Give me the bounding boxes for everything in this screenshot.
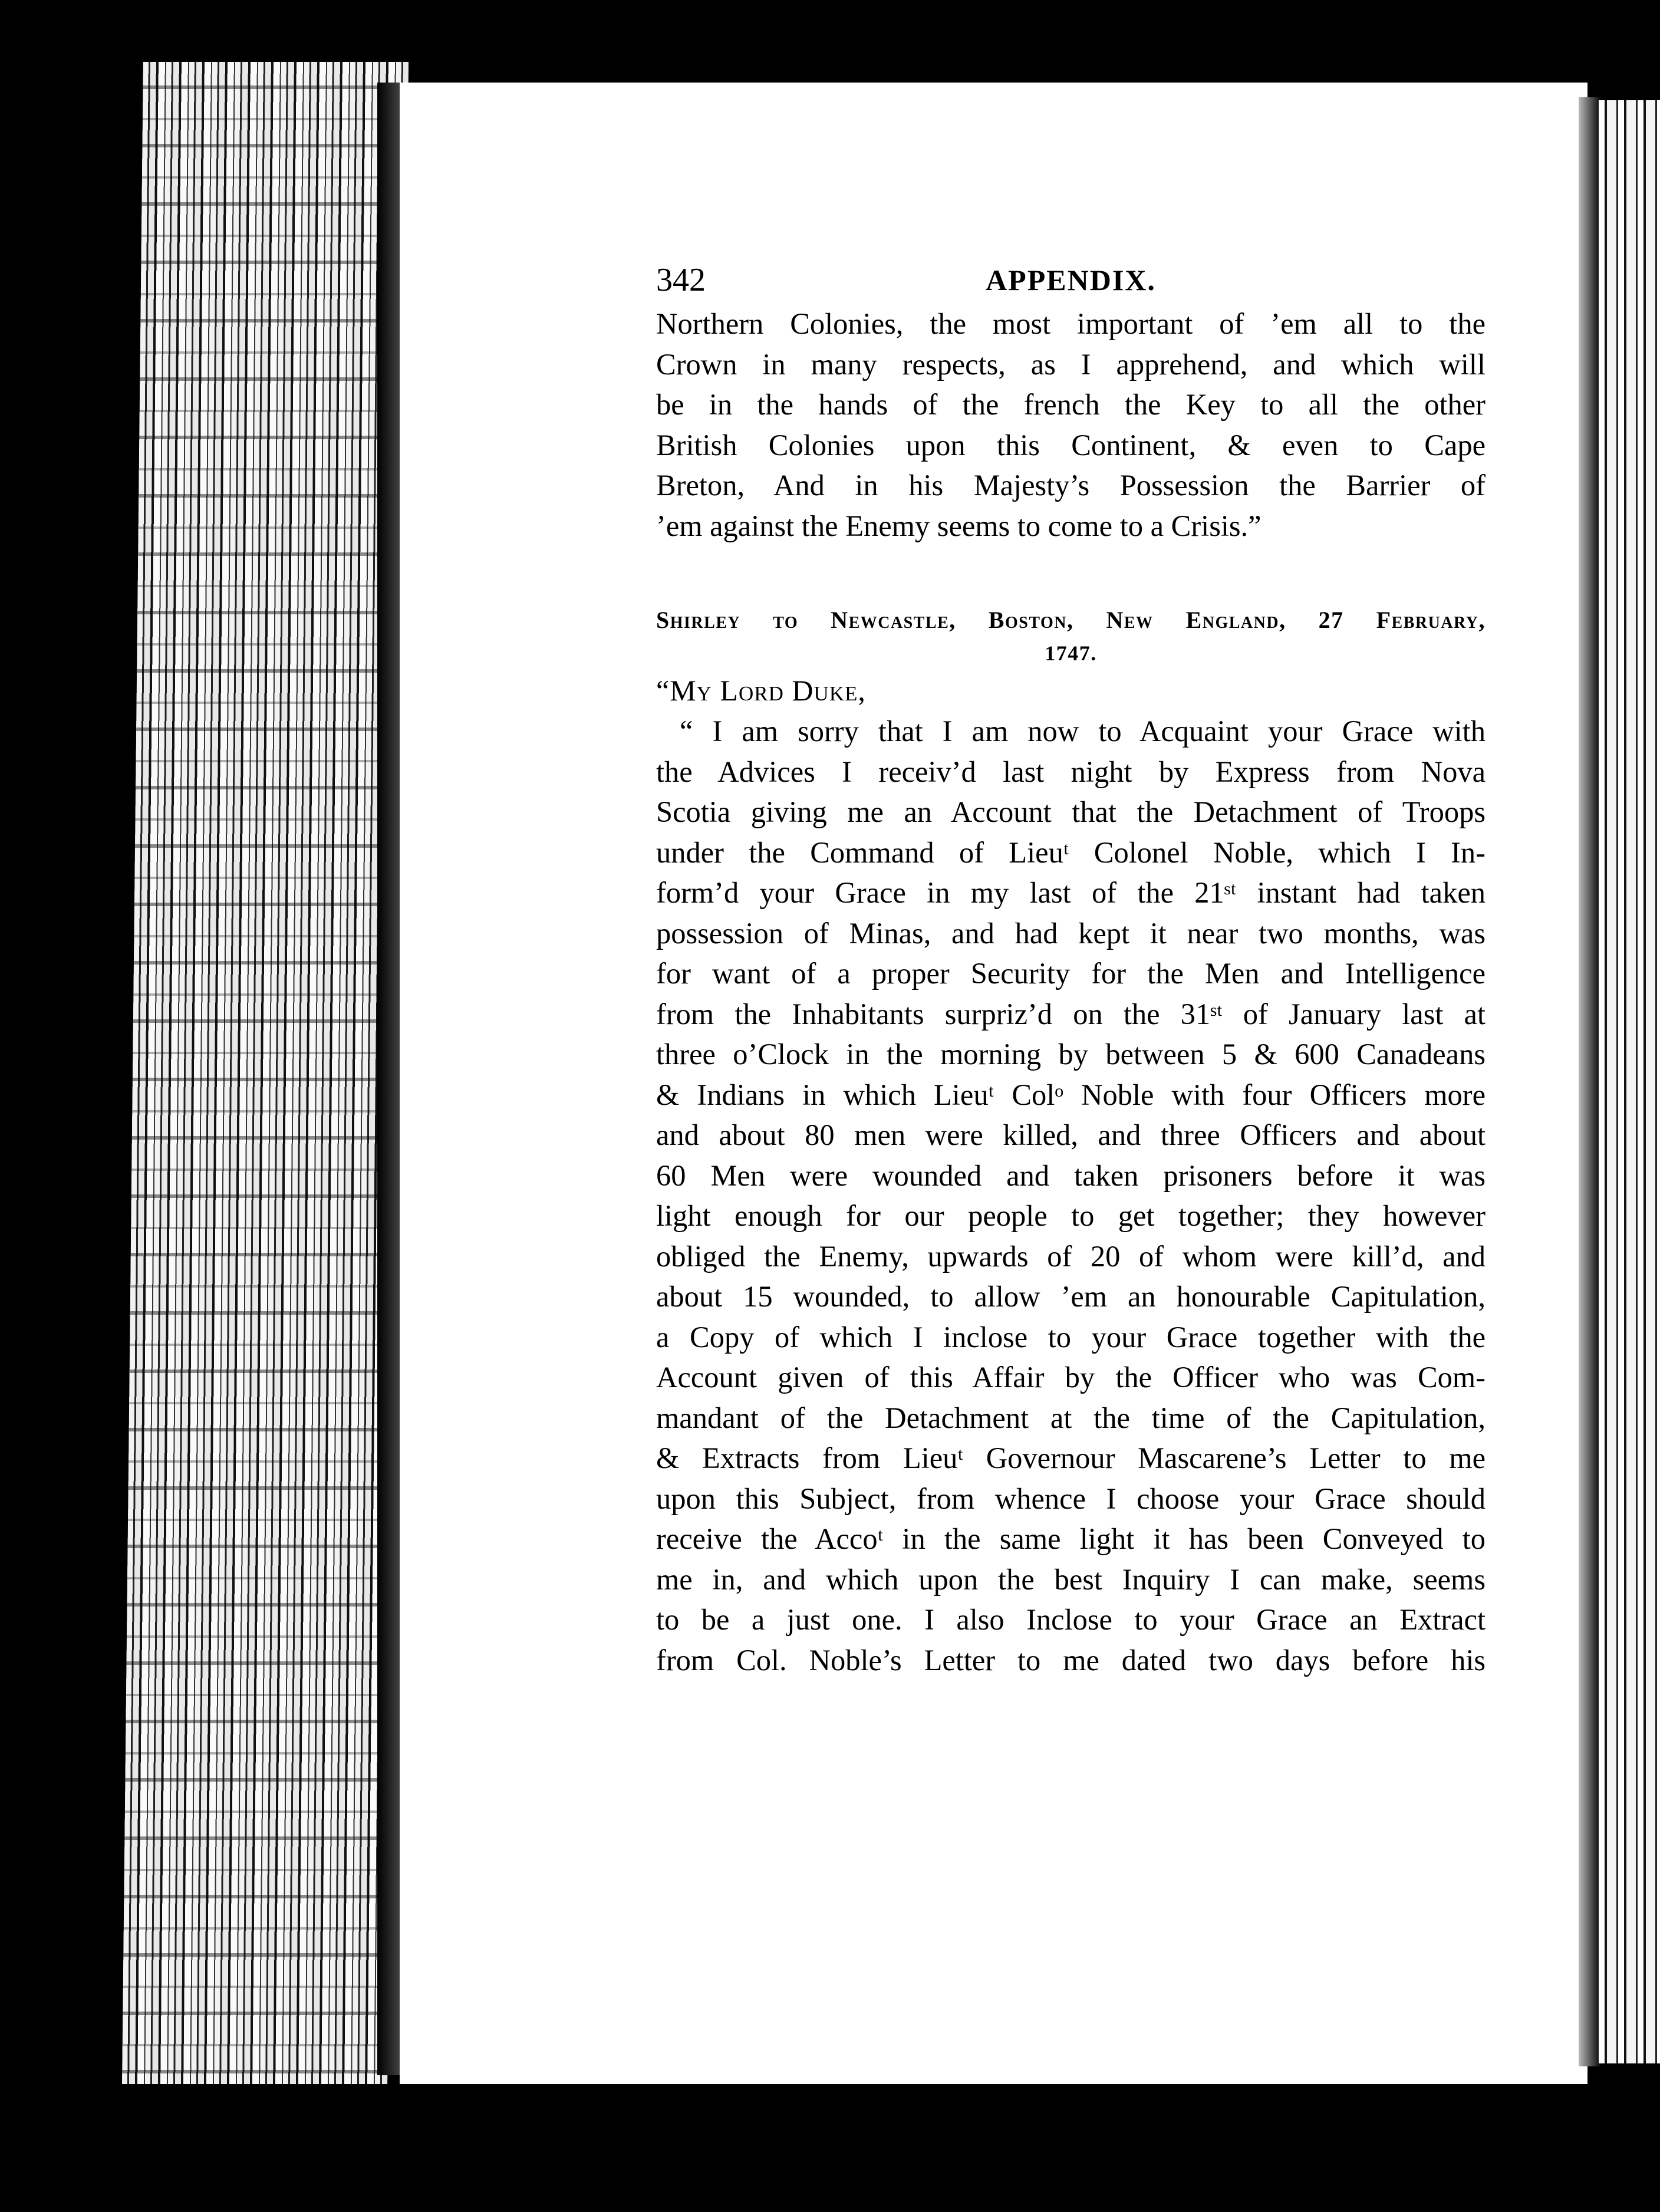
letter-heading-date: 1747. xyxy=(1045,641,1097,665)
adjacent-page-edge xyxy=(1599,100,1660,2063)
text-line: 60 Men were wounded and taken prisoners before it was xyxy=(656,1158,1486,1192)
text-line: to be a just one. I also Inclose to your Grace an Extract xyxy=(656,1603,1486,1636)
text-line: British Colonies upon this Continent, & even to Cape xyxy=(656,428,1486,462)
letter-heading-line: Shirley to Newcastle, Boston, New England, 27 February, xyxy=(656,607,1486,633)
text-line: receive the Accoᵗ in the same light it has been Conveyed to xyxy=(656,1522,1486,1555)
letter-body xyxy=(656,711,1486,1680)
text-line: Scotia giving me an Account that the Detachment of Troops xyxy=(656,795,1486,828)
text-line: be in the hands of the french the Key to all the other xyxy=(656,388,1486,421)
text-line: obliged the Enemy, upwards of 20 of whom were kill’d, and xyxy=(656,1239,1486,1273)
text-line: three o’Clock in the morning by between 5 & 600 Canadeans xyxy=(656,1038,1486,1071)
salutation: “My Lord Duke, xyxy=(656,674,866,707)
running-title: APPENDIX. xyxy=(986,264,1156,297)
text-line: light enough for our people to get together; they however xyxy=(656,1199,1486,1232)
letter-heading xyxy=(656,604,1486,670)
page-number: 342 xyxy=(656,262,706,298)
text-line: from Col. Noble’s Letter to me dated two days before his xyxy=(656,1643,1486,1677)
text-line: Breton, And in his Majesty’s Possession the Barrier of xyxy=(656,469,1486,502)
text-line: the Advices I receiv’d last night by Express from Nova xyxy=(656,755,1486,788)
text-line: from the Inhabitants surpriz’d on the 31ˢᵗ of January last at xyxy=(656,997,1486,1031)
text-line: ’em against the Enemy seems to come to a Crisis.” xyxy=(656,509,1262,542)
text-line: upon this Subject, from whence I choose your Grace should xyxy=(656,1482,1486,1515)
continued-paragraph xyxy=(656,304,1486,546)
running-head xyxy=(656,256,1486,304)
text-line: and about 80 men were killed, and three Officers and about xyxy=(656,1118,1486,1151)
page-gutter xyxy=(1579,97,1601,2066)
text-line: Northern Colonies, the most important of ’em all to the xyxy=(656,307,1486,340)
text-line: about 15 wounded, to allow ’em an honourable Capitulation, xyxy=(656,1280,1486,1313)
fore-edge-shadow xyxy=(377,83,401,2075)
text-line: under the Command of Lieuᵗ Colonel Noble, which I In- xyxy=(656,835,1486,869)
text-line: for want of a proper Security for the Men and Intelligence xyxy=(656,957,1486,990)
text-line: & Indians in which Lieuᵗ Colᵒ Noble with four Officers more xyxy=(656,1078,1486,1111)
text-line: mandant of the Detachment at the time of the Capitulation, xyxy=(656,1401,1486,1434)
text-line: a Copy of which I inclose to your Grace together with the xyxy=(656,1320,1486,1354)
text-line: “ I am sorry that I am now to Acquaint your Grace with xyxy=(680,715,1486,748)
text-line: form’d your Grace in my last of the 21ˢᵗ instant had taken xyxy=(656,876,1486,909)
page-text xyxy=(656,256,1486,1680)
text-line: & Extracts from Lieuᵗ Governour Mascarene’s Letter to me xyxy=(656,1441,1486,1474)
text-line: Account given of this Affair by the Officer who was Com- xyxy=(656,1361,1486,1394)
text-line: possession of Minas, and had kept it near two months, was xyxy=(656,916,1486,950)
text-line: Crown in many respects, as I apprehend, and which will xyxy=(656,347,1486,381)
text-line: me in, and which upon the best Inquiry I can make, seems xyxy=(656,1562,1486,1596)
book-fore-edge xyxy=(122,62,409,2084)
